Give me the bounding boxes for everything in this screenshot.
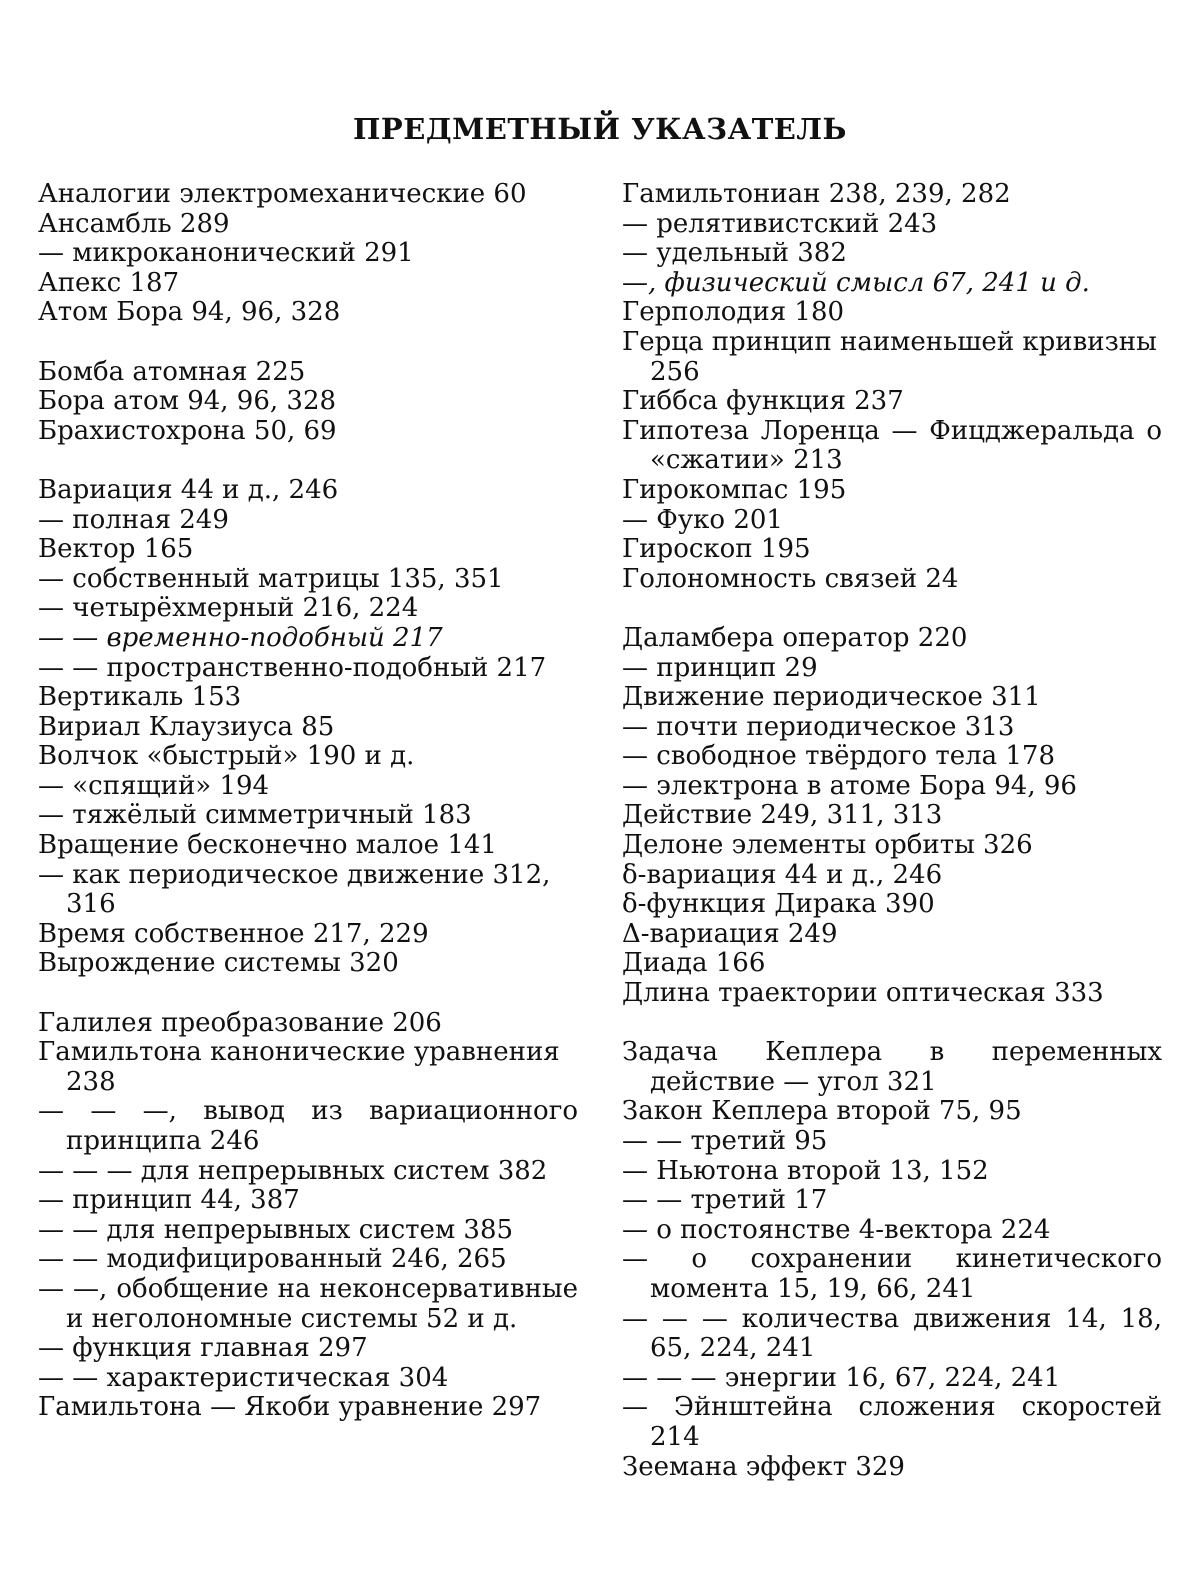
index-entry: Гиббса функция 237 (622, 386, 904, 417)
index-entry: — собственный матрицы 135, 351 (38, 563, 504, 594)
index-column-left (38, 180, 578, 1423)
index-entry: Даламбера оператор 220 (622, 622, 968, 653)
index-entry: Герполодия 180 (622, 297, 845, 328)
section-gap (38, 979, 578, 1009)
index-entry: — — — для непрерывных систем 382 (38, 1155, 548, 1186)
index-entry: — электрона в атоме Бора 94, 96 (622, 770, 1077, 801)
index-column-right (622, 180, 1162, 1482)
index-entry: Аналогии электромеханические 60 (38, 179, 527, 209)
index-entry: — — третий 17 (622, 1185, 828, 1216)
index-entry: Задача Кеплера в переменных действие — угол 321 (622, 1037, 1162, 1097)
index-entry: Время собственное 217, 229 (38, 918, 429, 949)
index-entry: — — характеристическая 304 (38, 1362, 449, 1393)
index-entry: — «спящий» 194 (38, 770, 270, 801)
index-entry: — почти периодическое 313 (622, 711, 1015, 742)
section-gap (38, 446, 578, 476)
index-entry: Вариация 44 и д., 246 (38, 474, 339, 505)
index-entry: Герца принцип наименьшей кривизны 256 (622, 326, 1157, 387)
index-entry: Ансамбль 289 (38, 208, 230, 239)
index-entry: Брахистохрона 50, 69 (38, 415, 337, 446)
section-gap (38, 328, 578, 358)
index-entry: — релятивистский 243 (622, 208, 938, 239)
index-entry: Гамильтона — Якоби уравнение 297 (38, 1392, 542, 1423)
index-entry: Вырождение системы 320 (38, 948, 399, 979)
index-entry: — функция главная 297 (38, 1333, 368, 1364)
index-entry: — о постоянстве 4-вектора 224 (622, 1214, 1051, 1245)
index-entry: Голономность связей 24 (622, 563, 959, 594)
index-entry: — принцип 29 (622, 652, 818, 683)
index-entry: Бомба атомная 225 (38, 356, 306, 387)
index-entry: Вертикаль 153 (38, 682, 242, 713)
index-entry: — о сохранении кинетического момента 15, 19, 66, 241 (622, 1244, 1162, 1304)
index-entry: Гирокомпас 195 (622, 474, 847, 505)
index-entry: — микроканонический 291 (38, 238, 414, 269)
index-entry: Диада 166 (622, 948, 766, 979)
index-entry: Гамильтона канонические уравнения 238 (38, 1037, 560, 1097)
index-entry: — — — энергии 16, 67, 224, 241 (622, 1362, 1061, 1393)
index-entry: Гипотеза Лоренца — Фицджеральда о «сжатии» 213 (622, 415, 1162, 476)
index-entry: — — для непрерывных систем 385 (38, 1214, 514, 1245)
index-entry: — полная 249 (38, 504, 229, 535)
index-entry: — —, обобщение на неконсервативные и неголономные системы 52 и д. (38, 1273, 578, 1334)
section-gap (622, 594, 1162, 624)
index-entry: δ-вариация 44 и д., 246 (622, 859, 943, 890)
index-entry: Вектор 165 (38, 534, 194, 565)
index-entry: Движение периодическое 311 (622, 682, 1041, 713)
index-entry: — — временно-подобный 217 (38, 622, 443, 653)
index-entry: — — пространственно-подобный 217 (38, 652, 547, 683)
index-entry: — — третий 95 (622, 1126, 828, 1156)
index-entry: Вириал Клаузиуса 85 (38, 711, 335, 742)
index-entry: — Ньютона второй 13, 152 (622, 1155, 989, 1186)
page-title: ПРЕДМЕТНЫЙ УКАЗАТЕЛЬ (353, 112, 847, 146)
index-entry: — — — количества движения 14, 18, 65, 224, 241 (622, 1303, 1162, 1364)
index-entry: Зеемана эффект 329 (622, 1451, 905, 1482)
index-entry: Галилея преобразование 206 (38, 1007, 442, 1038)
index-entry: Δ-вариация 249 (622, 918, 838, 949)
index-entry: — тяжёлый симметричный 183 (38, 800, 472, 831)
index-entry: Длина траектории оптическая 333 (622, 978, 1104, 1009)
index-entry: Бора атом 94, 96, 328 (38, 386, 337, 417)
index-entry: Апекс 187 (38, 267, 180, 298)
index-entry: Атом Бора 94, 96, 328 (38, 297, 341, 328)
index-entry: Вращение бесконечно малое 141 (38, 830, 497, 861)
index-entry: — Фуко 201 (622, 504, 783, 535)
section-gap (622, 1009, 1162, 1039)
index-entry: — — модифицированный 246, 265 (38, 1244, 507, 1275)
index-entry: — свободное твёрдого тела 178 (622, 741, 1055, 772)
index-entry: δ-функция Дирака 390 (622, 889, 935, 920)
index-entry: — принцип 44, 387 (38, 1185, 300, 1216)
index-entry: — Эйнштейна сложения скоростей 214 (622, 1392, 1162, 1452)
index-entry: Гироскоп 195 (622, 534, 811, 565)
index-entry: — как периодическое движение 312, 316 (38, 859, 551, 920)
index-entry: — четырёхмерный 216, 224 (38, 593, 419, 624)
index-entry: — удельный 382 (622, 238, 847, 269)
index-entry: Гамильтониан 238, 239, 282 (622, 179, 1011, 209)
index-entry: —, физический смысл 67, 241 и д. (622, 267, 1090, 298)
index-entry: Действие 249, 311, 313 (622, 800, 943, 831)
index-entry: — — —, вывод из вариационного принципа 246 (38, 1096, 578, 1156)
index-entry: Делоне элементы орбиты 326 (622, 830, 1033, 861)
index-entry: Закон Кеплера второй 75, 95 (622, 1096, 1022, 1127)
index-entry: Волчок «быстрый» 190 и д. (38, 741, 415, 772)
